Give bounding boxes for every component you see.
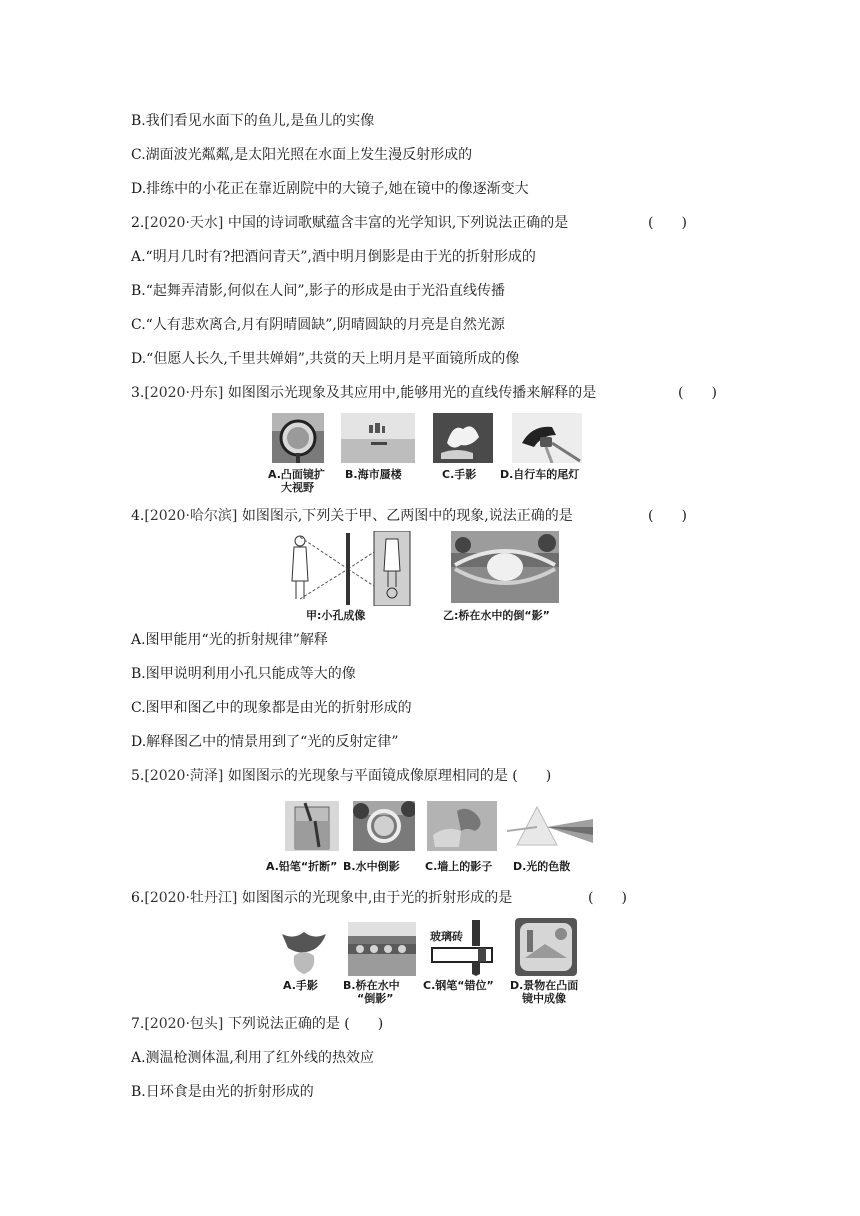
answer-blank: ( ) xyxy=(344,1016,384,1032)
question-source: [2020·牡丹江] xyxy=(144,890,238,906)
q4-figure-pinhole xyxy=(282,531,412,606)
question-number: 5. xyxy=(131,768,145,784)
question-3-stem xyxy=(131,383,596,403)
caption-a: A.凸面镜扩 xyxy=(268,468,325,481)
question-number: 4. xyxy=(131,508,145,524)
q5-figure-b-water-reflection xyxy=(353,801,415,851)
answer-blank: ( ) xyxy=(588,890,627,906)
caption-a-line2: 大视野 xyxy=(281,481,314,494)
question-number: 3. xyxy=(131,385,145,401)
q3-figure-d-bike-taillight xyxy=(512,413,582,463)
caption-jia: 甲:小孔成像 xyxy=(306,609,366,622)
caption-d-line2: 镜中成像 xyxy=(522,992,566,1005)
caption-d: D.景物在凸面 xyxy=(510,979,579,992)
caption-c: C.钢笔“错位” xyxy=(423,979,494,992)
question-number: 2. xyxy=(131,215,145,231)
question-5-stem xyxy=(131,766,551,786)
caption-b: B.海市蜃楼 xyxy=(345,468,402,481)
caption-b: B.水中倒影 xyxy=(343,860,400,873)
question-source: [2020·菏泽] xyxy=(144,768,224,784)
q6-figure-b-bridge-reflection xyxy=(348,922,416,976)
question-number: 7. xyxy=(131,1016,145,1032)
question-text: 下列说法正确的是 xyxy=(227,1016,340,1032)
question-text: 如图图示的光现象与平面镜成像原理相同的是 xyxy=(227,768,508,784)
q1-option-d: D.排练中的小花正在靠近剧院中的大镜子,她在镜中的像逐渐变大 xyxy=(131,181,529,197)
answer-blank: ( ) xyxy=(648,215,687,231)
caption-c: C.墙上的影子 xyxy=(425,860,493,873)
q4-figure-bridge-reflection xyxy=(451,531,559,603)
q2-option-d: D.“但愿人长久,千里共婵娟”,共赏的天上明月是平面镜所成的像 xyxy=(131,351,520,367)
q6-figure-d-convex-mirror xyxy=(515,918,577,976)
q1-option-b: B.我们看见水面下的鱼儿,是鱼儿的实像 xyxy=(131,113,375,129)
q2-option-c: C.“人有悲欢离合,月有阴晴圆缺”,阴晴圆缺的月亮是自然光源 xyxy=(131,317,505,333)
question-source: [2020·丹东] xyxy=(144,385,224,401)
caption-b: B.桥在水中 xyxy=(343,979,400,992)
q6-figure-c-pen-through-glass xyxy=(428,920,498,976)
question-text: 中国的诗词歌赋蕴含丰富的光学知识,下列说法正确的是 xyxy=(227,215,569,231)
answer-blank: ( ) xyxy=(678,385,717,401)
question-source: [2020·哈尔滨] xyxy=(144,508,238,524)
caption-d: D.光的色散 xyxy=(513,860,571,873)
question-7-stem xyxy=(131,1014,383,1034)
glass-brick-label: 玻璃砖 xyxy=(430,930,463,943)
question-number: 6. xyxy=(131,890,145,906)
question-source: [2020·包头] xyxy=(144,1016,224,1032)
q1-option-c: C.湖面波光粼粼,是太阳光照在水面上发生漫反射形成的 xyxy=(131,147,473,163)
q7-option-a: A.测温枪测体温,利用了红外线的热效应 xyxy=(131,1050,375,1066)
q3-figure-c-hand-shadow xyxy=(433,413,493,463)
caption-c: C.手影 xyxy=(442,468,477,481)
q3-figure-b-mirage xyxy=(341,413,415,463)
q5-figure-a-pencil-in-water xyxy=(285,801,339,851)
caption-d: D.自行车的尾灯 xyxy=(500,468,580,481)
question-text: 如图图示,下列关于甲、乙两图中的现象,说法正确的是 xyxy=(241,508,573,524)
caption-a: A.铅笔“折断” xyxy=(266,860,338,873)
q7-option-b: B.日环食是由光的折射形成的 xyxy=(131,1084,314,1100)
q4-option-a: A.图甲能用“光的折射规律”解释 xyxy=(131,632,328,648)
question-2-stem xyxy=(131,213,568,233)
answer-blank: ( ) xyxy=(512,768,552,784)
question-text: 如图图示光现象及其应用中,能够用光的直线传播来解释的是 xyxy=(227,385,597,401)
question-text: 如图图示的光现象中,由于光的折射形成的是 xyxy=(241,890,513,906)
question-6-stem xyxy=(131,888,512,908)
question-4-stem xyxy=(131,506,573,526)
q2-option-a: A.“明月几时有?把酒问青天”,酒中明月倒影是由于光的折射形成的 xyxy=(131,249,536,265)
q4-option-b: B.图甲说明利用小孔只能成等大的像 xyxy=(131,666,356,682)
caption-b-line2: “倒影” xyxy=(357,992,394,1005)
caption-a: A.手影 xyxy=(283,979,318,992)
q2-option-b: B.“起舞弄清影,何似在人间”,影子的形成是由于光沿直线传播 xyxy=(131,283,505,299)
answer-blank: ( ) xyxy=(648,508,687,524)
q4-option-d: D.解释图乙中的情景用到了“光的反射定律” xyxy=(131,734,399,750)
caption-yi: 乙:桥在水中的倒“影” xyxy=(443,609,550,622)
q6-figure-a-hand-shadow xyxy=(276,924,332,976)
q3-figure-a-convex-mirror xyxy=(272,413,324,463)
q5-figure-c-wall-shadow xyxy=(427,801,497,851)
question-source: [2020·天水] xyxy=(144,215,224,231)
q4-option-c: C.图甲和图乙中的现象都是由光的折射形成的 xyxy=(131,700,412,716)
q5-figure-d-dispersion xyxy=(507,801,593,851)
